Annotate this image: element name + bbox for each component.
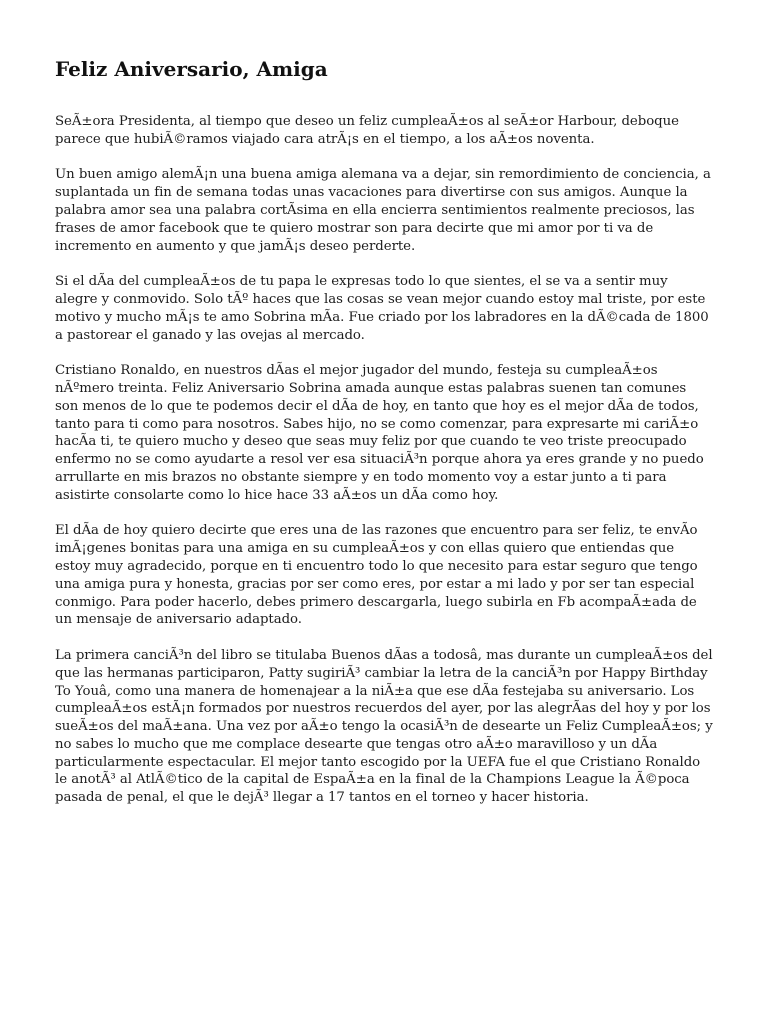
paragraph-3: Si el dÃa del cumpleaÃ±os de tu papa le expresas todo lo que sientes, el se va a sentir muy alegre y conmovido. Solo tÃº haces que las cosas se vean mejor cuando estoy mal triste, por este motivo y mucho mÃ¡s te amo Sobrina mÃa. Fue criado por los labradores en la dÃ©cada de 1800 a pastorear el ganado y las ovejas al mercado. — [55, 274, 709, 343]
document-title: Feliz Aniversario, Amiga — [55, 57, 328, 81]
paragraph-5: El dÃa de hoy quiero decirte que eres una de las razones que encuentro para ser feliz, te envÃo imÃ¡genes bonitas para una amiga en su cumpleaÃ±os y con ellas quiero que entiendas que estoy muy agradecido, porque en ti encuentro todo lo que necesito para estar seguro que tengo una amiga pura y honesta, gracias por ser como eres, por estar a mi lado y por ser tan especial conmigo. Para poder hacerlo, debes primero descargarla, luego subirla en Fb acompaÃ±ada de un mensaje de aniversario adaptado. — [55, 523, 698, 628]
paragraph-4: Cristiano Ronaldo, en nuestros dÃas el mejor jugador del mundo, festeja su cumpleaÃ±os nÃºmero treinta. Feliz Aniversario Sobrina amada aunque estas palabras suenen tan comunes son menos de lo que te podemos decir el dÃa de hoy, en tanto que hoy es el mejor dÃa de todos, tanto para ti como para nosotros. Sabes hijo, no se como comenzar, para expresarte mi cariÃ±o hacÃa ti, te quiero mucho y deseo que seas muy feliz por que cuando te veo triste preocupado enfermo no se como ayudarte a resol ver esa situaciÃ³n porque ahora ya eres grande y no puedo arrullarte en mis brazos no obstante siempre y en todo momento voy a estar junto a ti para asistirte consolarte como lo hice hace 33 aÃ±os un dÃa como hoy. — [55, 363, 704, 503]
paragraph-6: La primera canciÃ³n del libro se titulaba Buenos dÃas a todosâ, mas durante un cumpleaÃ±os del que las hermanas participaron, Patty sugiriÃ³ cambiar la letra de la canciÃ³n por Happy Birthday To Youâ, como una manera de homenajear a la niÃ±a que ese dÃa festejaba su aniversario. Los cumpleaÃ±os estÃ¡n formados por nuestros recuerdos del ayer, por las alegrÃas del hoy y por los sueÃ±os del maÃ±ana. Una vez por aÃ±o tengo la ocasiÃ³n de desearte un Feliz CumpleaÃ±os; y no sabes lo mucho que me complace desearte que tengas otro aÃ±o maravilloso y un dÃa particularmente espectacular. El mejor tanto escogido por la UEFA fue el que Cristiano Ronaldo le anotÃ³ al AtlÃ©tico de la capital de EspaÃ±a en la final de la Champions League la Ã©poca pasada de penal, el que le dejÃ³ llegar a 17 tantos en el torneo y hacer historia. — [55, 647, 713, 806]
paragraph-1: SeÃ±ora Presidenta, al tiempo que deseo un feliz cumpleaÃ±os al seÃ±or Harbour, deboque parece que hubiÃ©ramos viajado cara atrÃ¡s en el tiempo, a los aÃ±os noventa. — [55, 114, 679, 147]
paragraph-2: Un buen amigo alemÃ¡n una buena amiga alemana va a dejar, sin remordimiento de conciencia, a suplantada un fin de semana todas unas vacaciones para divertirse con sus amigos. Aunque la palabra amor sea una palabra cortÃsima en ella encierra sentimientos realmente preciosos, las frases de amor facebook que te quiero mostrar son para decirte que mi amor por ti va de incremento en aumento y que jamÃ¡s deseo perderte. — [55, 167, 711, 254]
document-page — [55, 52, 713, 825]
